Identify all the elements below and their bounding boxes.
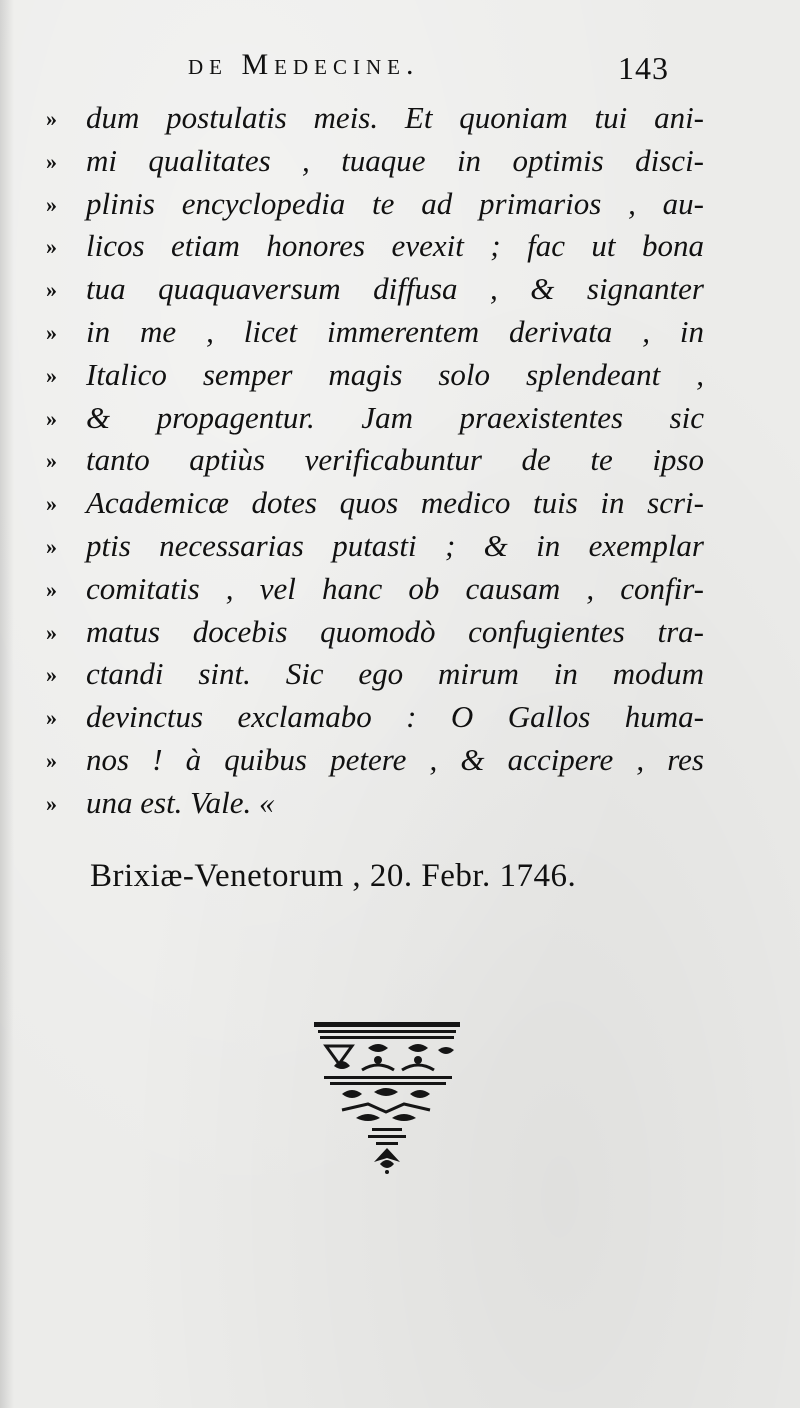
text-line: [0, 224, 800, 268]
guillemet-marker: »: [46, 576, 54, 602]
text-line: [0, 396, 800, 440]
guillemet-marker: »: [46, 662, 54, 688]
line-text: mi qualitates , tuaque in optimis disci-: [86, 142, 704, 178]
line-text: tua quaquaversum diffusa , & signanter: [86, 271, 704, 307]
cul-de-lampe-ornament: [312, 1020, 462, 1175]
line-text: comitatis , vel hanc ob causam , confir-: [86, 570, 704, 606]
text-line: [0, 267, 800, 311]
guillemet-marker: »: [46, 491, 54, 517]
line-text: tanto aptiùs verificabuntur de te ipso: [86, 442, 704, 478]
line-text: ctandi sint. Sic ego mirum in modum: [86, 656, 704, 692]
line-text: in me , licet immerentem derivata , in: [86, 314, 704, 349]
text-line: [0, 139, 800, 183]
page-number: 143: [618, 50, 669, 86]
text-line: [0, 353, 800, 397]
text-line: [0, 652, 800, 696]
guillemet-marker: »: [46, 405, 54, 431]
guillemet-marker: »: [46, 362, 54, 388]
guillemet-marker: »: [46, 790, 54, 816]
line-text: Italico semper magis solo splendeant ,: [86, 356, 704, 392]
dateline: Brixiæ-Venetorum , 20. Febr. 1746.: [90, 858, 577, 894]
line-text: dum postulatis meis. Et quoniam tui ani-: [86, 100, 704, 135]
line-text: Academicæ dotes quos medico tuis in scri-: [86, 485, 704, 521]
line-text: licos etiam honores evexit ; fac ut bona: [86, 228, 704, 264]
guillemet-marker: »: [46, 448, 54, 474]
guillemet-marker: »: [46, 191, 54, 217]
guillemet-marker: »: [46, 534, 54, 559]
page-header: [0, 48, 800, 98]
line-text: plinis encyclopedia te ad primarios , au-: [86, 185, 704, 221]
line-text: devinctus exclamabo : O Gallos huma-: [86, 699, 704, 735]
text-line: [0, 567, 800, 611]
guillemet-marker: »: [46, 619, 54, 645]
line-text: una est. Vale. «: [86, 784, 275, 820]
text-line: [0, 524, 800, 568]
text-line: [0, 695, 800, 739]
line-text: ptis necessarias putasti ; & in exemplar: [86, 528, 704, 563]
line-text: & propagentur. Jam praexistentes sic: [86, 399, 704, 435]
guillemet-marker: »: [46, 748, 54, 773]
guillemet-marker: »: [46, 277, 54, 303]
text-line: [0, 310, 800, 354]
text-line: [0, 182, 800, 226]
guillemet-marker: »: [46, 234, 54, 260]
line-text: nos ! à quibus petere , & accipere , res: [86, 742, 704, 777]
guillemet-marker: »: [46, 148, 54, 174]
line-text: matus docebis quomodò confugientes tra-: [86, 613, 704, 649]
text-line: [0, 438, 800, 482]
running-head: de Medecine.: [188, 48, 420, 81]
guillemet-marker: »: [46, 705, 54, 731]
guillemet-marker: »: [46, 106, 54, 131]
text-line: [0, 738, 800, 782]
text-line: [0, 610, 800, 654]
text-line: [0, 781, 800, 825]
text-line: [0, 96, 800, 140]
text-line: [0, 481, 800, 525]
guillemet-marker: »: [46, 320, 54, 345]
